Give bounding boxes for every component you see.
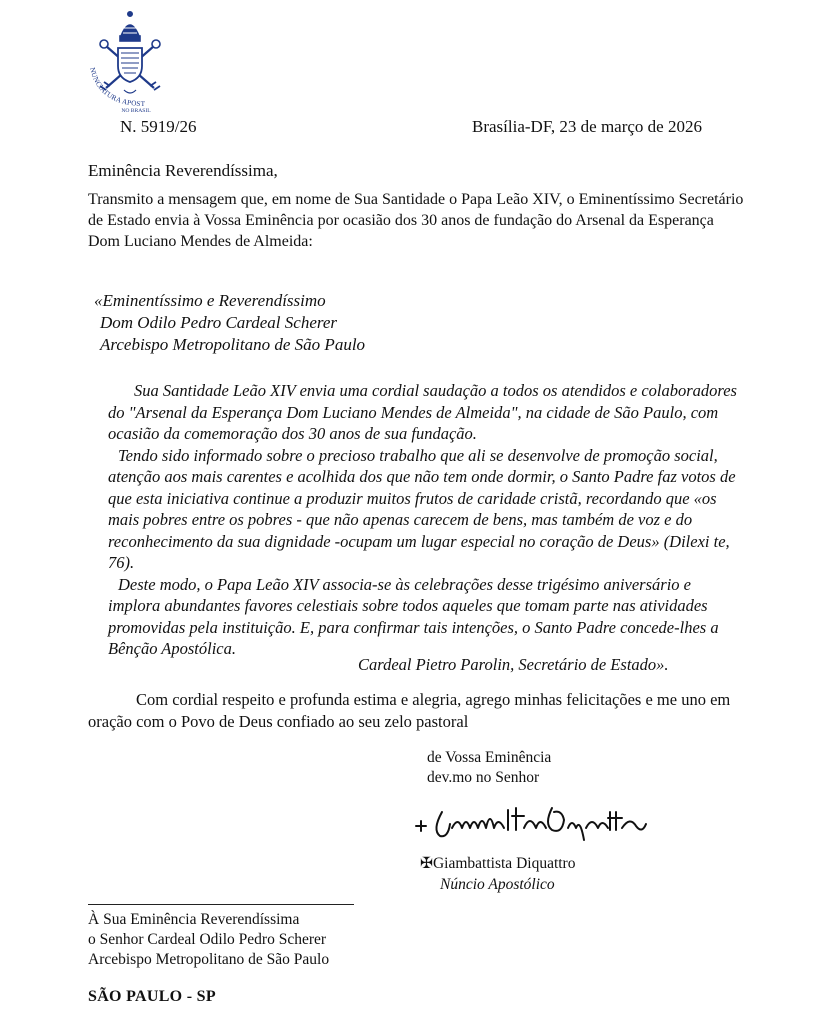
papal-crest-icon — [84, 6, 176, 114]
address-line: Arcebispo Metropolitano de São Paulo — [100, 335, 366, 354]
message-paragraph: Sua Santidade Leão XIV envia uma cordial saudação a todos os atendidos e colaboradores do "Arsenal da Esperança Dom Luciano Mendes de Almeida", na cidade de São Paulo, com ocasião da comemoração dos 30 anos de sua fundação. — [108, 381, 737, 443]
seal-text: NUNCIATURA APOST — [88, 66, 146, 109]
seal-subtext: NO BRASIL — [121, 108, 151, 114]
nuncio-name: ✠Giambattista Diquattro — [420, 855, 576, 872]
salutation: Eminência Reverendíssima, — [88, 161, 278, 180]
handwritten-signature — [412, 800, 652, 846]
addressee-line: Arcebispo Metropolitano de São Paulo — [88, 951, 330, 968]
intro-text: Transmito a mensagem que, em nome de Sua Santidade o Papa Leão XIV, o Eminentíssimo Secretário de Estado envia à Vossa Eminência por ocasião dos 30 anos de fundação do Arsenal da Esperança Dom Luciano Mendes de Almeida: — [88, 191, 744, 250]
address-line: «Eminentíssimo e Reverendíssimo — [94, 291, 326, 310]
sign-off-line: de Vossa Eminência — [427, 749, 552, 766]
secretary-signature-line: Cardeal Pietro Parolin, Secretário de Estado». — [358, 655, 669, 674]
quoted-message-body — [108, 380, 738, 660]
closing-text: Com cordial respeito e profunda estima e alegria, agrego minhas felicitações e me uno em oração com o Povo de Deus confiado ao seu zelo pastoral — [88, 690, 731, 731]
addressee-line: o Senhor Cardeal Odilo Pedro Scherer — [88, 931, 327, 948]
message-paragraph: Deste modo, o Papa Leão XIV associa-se às celebrações desse trigésimo aniversário e implora abundantes favores celestiais sobre todos aqueles que tomam parte nas atividades promovidas pela instituição. E, para confirmar tais intenções, o Santo Padre concede-lhes a Bênção Apostólica. — [108, 574, 719, 658]
intro-paragraph — [88, 189, 748, 252]
divider — [88, 904, 354, 905]
addressee-line: À Sua Eminência Reverendíssima — [88, 911, 300, 928]
address-line: Dom Odilo Pedro Cardeal Scherer — [100, 313, 338, 332]
message-paragraph: Tendo sido informado sobre o precioso trabalho que ali se desenvolve de promoção social, atenção aos mais carentes e acolhida dos que não tem onde dormir, o Santo Padre faz votos de que esta iniciativa continue a produzir muitos frutos de caridade cristã, recordando que «os mais pobres entre os pobres - que não apenas carecem de bens, mas também de voz e do reconhecimento da sua dignidade -ocupam um lugar especial no coração de Deus» (Dilexi te, 76). — [108, 445, 736, 572]
sign-off-line: dev.mo no Senhor — [427, 769, 540, 786]
closing-paragraph — [88, 689, 748, 733]
quoted-message-address — [94, 290, 365, 356]
addressee-city: SÃO PAULO - SP — [88, 988, 216, 1005]
reference-number: N. 5919/26 — [120, 117, 197, 136]
place-date: Brasília-DF, 23 de março de 2026 — [472, 117, 702, 136]
signature-block — [427, 748, 551, 788]
nunciature-seal — [84, 6, 176, 114]
addressee-block — [88, 910, 329, 970]
nuncio-title: Núncio Apostólico — [440, 876, 555, 893]
